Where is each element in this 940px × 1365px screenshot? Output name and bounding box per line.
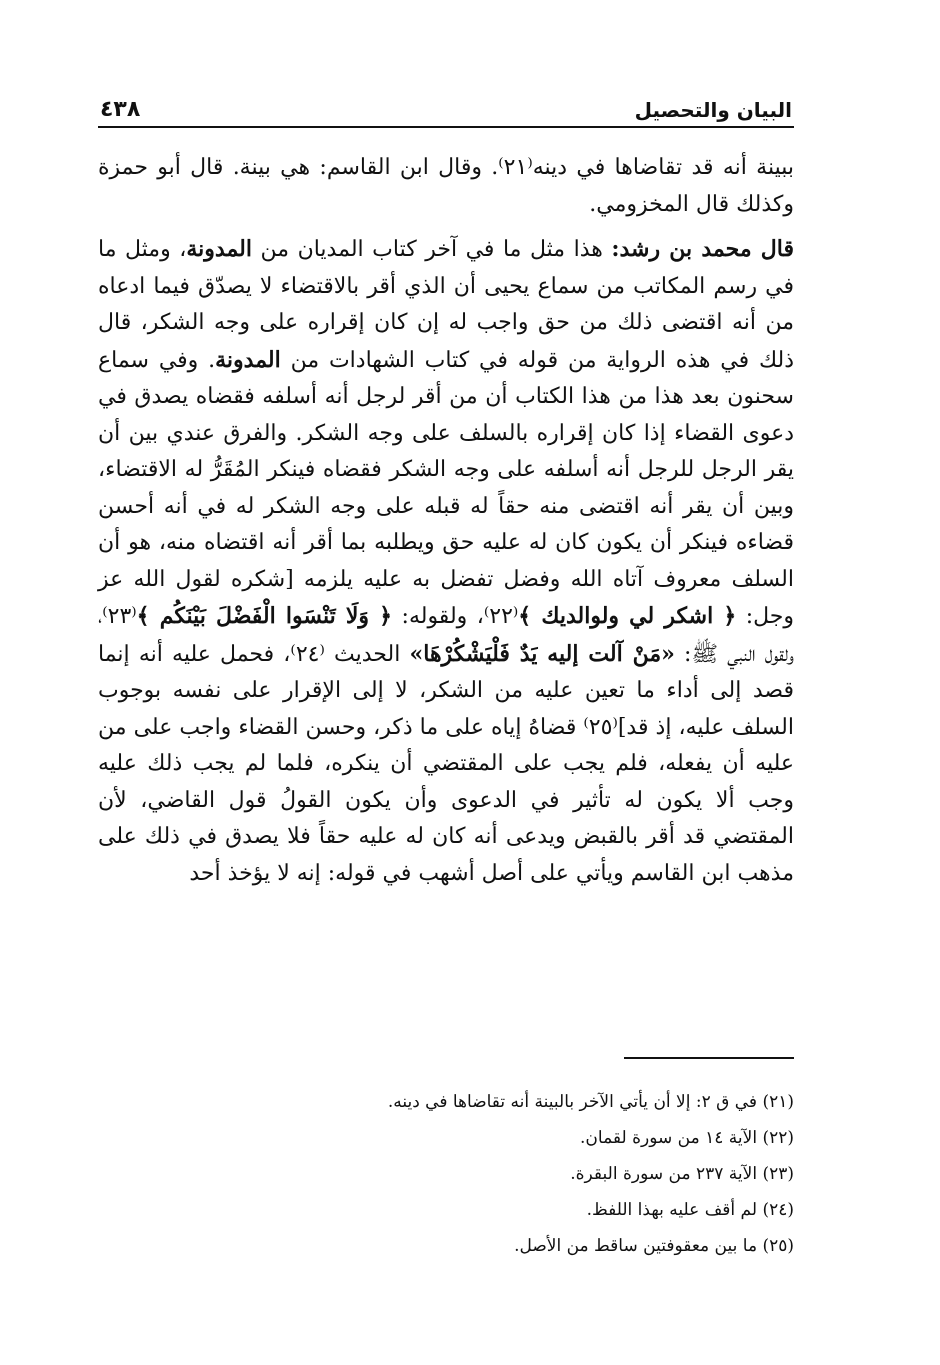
paragraph-text: ⁽٢٣⁾، ولقول النبي ﷺ: <box>98 604 794 667</box>
page-number: ٤٣٨ <box>100 97 141 122</box>
running-title: البيان والتحصيل <box>634 98 792 122</box>
footnote-22: (٢٢) الآية ١٤ من سورة لقمان. <box>580 1128 794 1148</box>
quran-quote: ﴿ وَلَا تَنْسَوا الْفَضْلَ بَيْنَكُم ﴾ <box>136 603 393 629</box>
paragraph-1: ببينة أنه قد تقاضاها في دينه⁽٢١⁾. وقال ابن القاسم: هي بينة. قال أبو حمزة وكذلك قال المخزومي. <box>98 155 794 217</box>
paragraph-text: الحديث ⁽٢٤⁾، فحمل عليه أنه إنما قصد إلى أداء ما تعين عليه من الشكر، لا إلى الإقرار على نفسه بوجوب السلف عليه، إذ قد]⁽٢٥⁾ قضاهُ إياه على ما ذكر، وحسن القضاء واجب على من عليه أن يفعله، فلم يجب على المقتضي أن ينكره، فلما لم يجب ذلك عليه وجب ألا يكون له تأثير في الدعوى وأن يكون القولُ قول القاضي، لأن المقتضي قد أقر بالقبض ويدعى أنه كان له عليه حقاً فلا يصدق في ذلك على مذهب ابن القاسم ويأتي على أصل أشهب في قوله: إنه لا يؤخذ أحد <box>98 641 794 886</box>
footnote-25: (٢٥) ما بين معقوفتين ساقط من الأصل. <box>514 1236 794 1256</box>
paragraph-text: هذا مثل ما في آخر كتاب المديان من <box>251 237 612 262</box>
hadith-quote: «مَنْ آلت إليه يَدٌ فَلْيَشْكُرْهَا» <box>409 640 675 667</box>
paragraph-text: . وفي سماع سحنون بعد هذا من هذا الكتاب أن من أقر لرجل أنه أسلفه فقضاه يصدق في دعوى القضاء إذا كان إقراره بالسلف على وجه الشكر. والفرق عندي بين أن يقر الرجل للرجل أنه أسلفه على وجه الشكر فقضاه فينكر المُقَرُّ له الاقتضاء، وبين أن يقر أنه اقتضى منه حقاً له قبله على وجه الشكر له في أنه أحسن قضاءه فينكر أن يكون كان له عليه حق ويطلبه بما أقر أنه اقتضاه منه، هو أن السلف معروف آتاه الله وفضل تفضل به عليه يلزمه [شكره لقول الله عز وجل: <box>98 347 795 629</box>
footnotes <box>98 1084 794 1264</box>
main-text <box>98 150 794 892</box>
quran-quote: ﴿ اشكر لي ولوالديك ﴾ <box>518 603 737 629</box>
footnote-21: (٢١) في ق ٢: إلا أن يأتي الآخر بالبينة أنه تقاضاها في دينه. <box>387 1092 794 1112</box>
paragraph-text: ⁽٢٢⁾، ولقوله: <box>392 604 519 629</box>
footnote-23: (٢٣) الآية ٢٣٧ من سورة البقرة. <box>570 1164 794 1184</box>
book-reference: المدونة <box>186 236 252 262</box>
paragraph-lead: قال محمد بن رشد: <box>611 236 794 262</box>
book-reference: المدونة <box>215 346 281 373</box>
page-header <box>98 84 794 128</box>
footnote-24: (٢٤) لم أقف عليه بهذا اللفظ. <box>586 1200 794 1220</box>
paragraph-2 <box>98 231 794 892</box>
page-content <box>98 84 794 900</box>
footnote-divider <box>624 1057 794 1059</box>
paragraph-text: ، ومثل ما في رسم المكاتب من سماع يحيى أن الذي أقر بالاقتضاء لا يصدّق فيما ادعاه من أنه اقتضى ذلك من حق واجب له إن كان إقراره على وجه الشكر، قال ذلك في هذه الرواية من قوله في كتاب الشهادات من <box>98 237 794 373</box>
